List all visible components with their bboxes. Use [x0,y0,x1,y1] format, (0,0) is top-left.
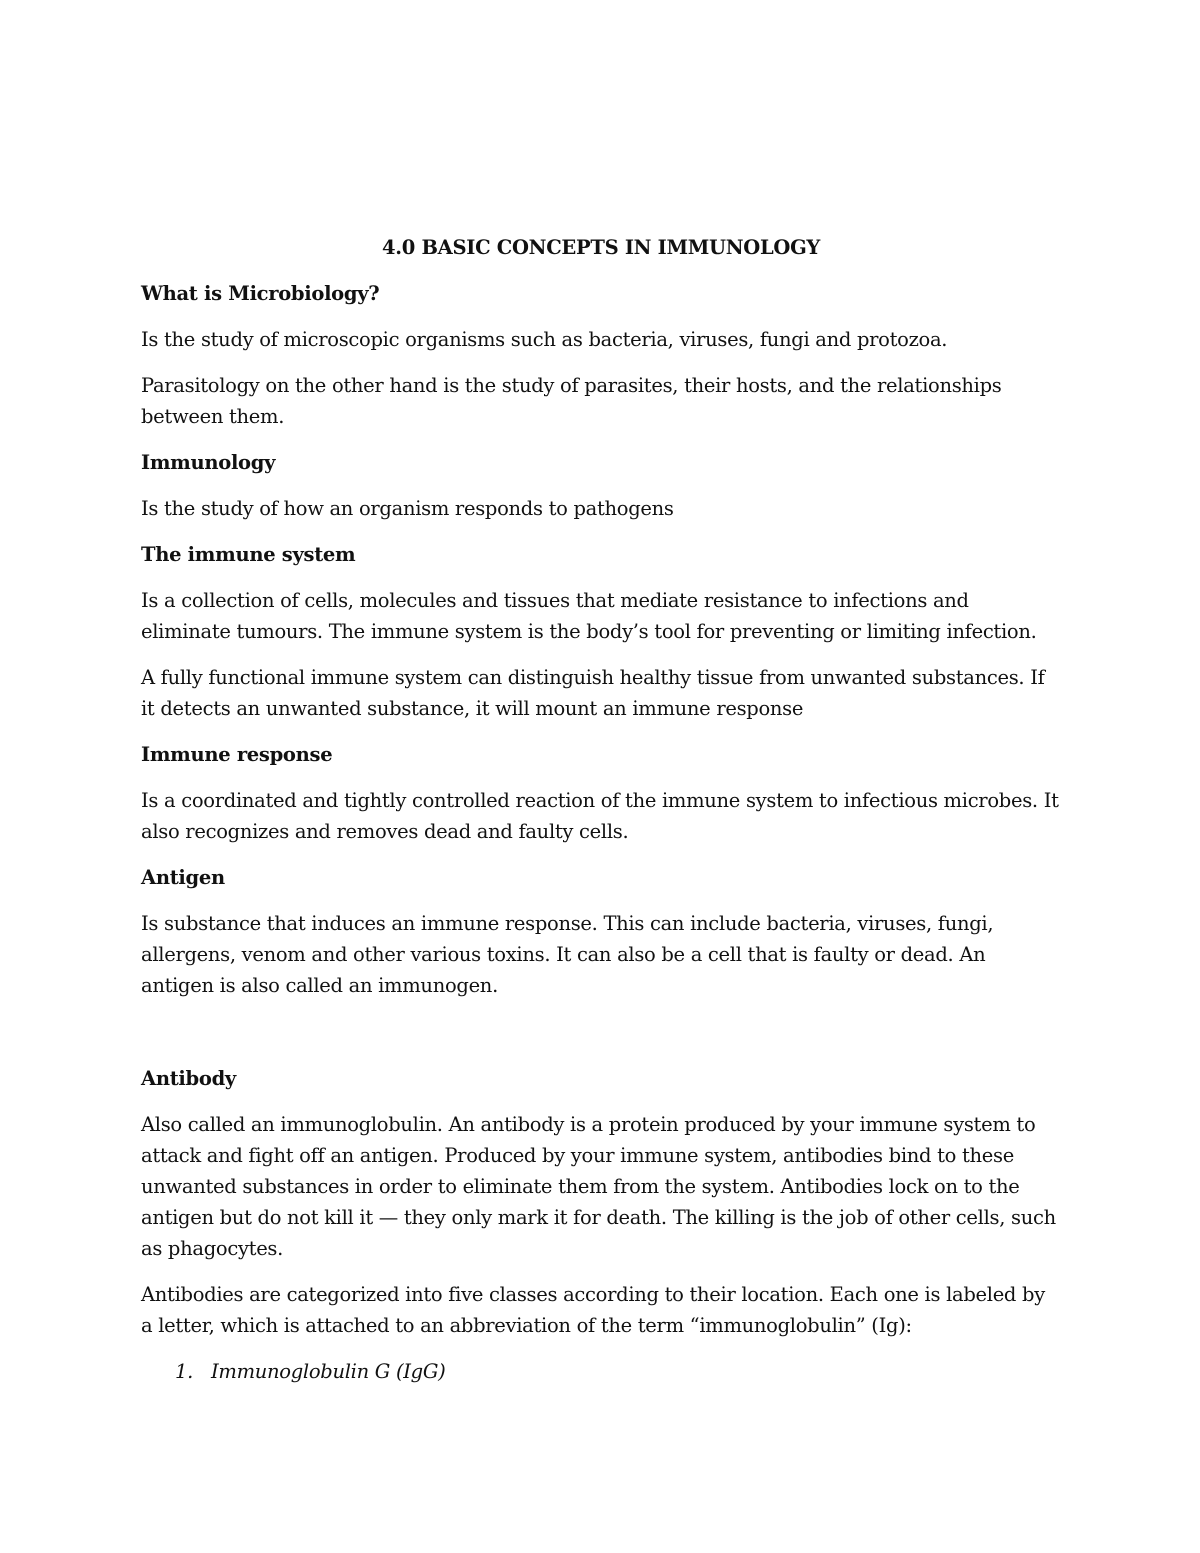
paragraph-immune-system-definition: Is a collection of cells, molecules and tissues that mediate resistance to infections and eliminate tumours. The immune system is the body’s tool for preventing or limiting infection. [141,589,1037,643]
heading-microbiology: What is Microbiology? [141,282,380,305]
list-item-number: 1. [175,1360,194,1383]
heading-immune-response: Immune response [141,743,333,766]
list-item-text: Immunoglobulin G (IgG) [211,1360,446,1383]
blank-line [141,1016,1061,1063]
heading-antigen: Antigen [141,866,225,889]
list-item [141,1356,1061,1387]
paragraph-parasitology: Parasitology on the other hand is the study of parasites, their hosts, and the relationships between them. [141,374,1002,428]
antibody-class-list [141,1356,1061,1387]
heading-immune-system: The immune system [141,543,356,566]
paragraph-immune-system-function: A fully functional immune system can distinguish healthy tissue from unwanted substances. If it detects an unwanted substance, it will mount an immune response [141,666,1045,720]
paragraph-immunology-definition: Is the study of how an organism responds to pathogens [141,497,674,520]
heading-antibody: Antibody [141,1067,236,1090]
paragraph-immune-response-definition: Is a coordinated and tightly controlled reaction of the immune system to infectious microbes. It also recognizes and removes dead and faulty cells. [141,789,1059,843]
document-body [141,232,1061,1387]
paragraph-microbiology-definition: Is the study of microscopic organisms such as bacteria, viruses, fungi and protozoa. [141,328,948,351]
heading-immunology: Immunology [141,451,276,474]
paragraph-antibody-definition: Also called an immunoglobulin. An antibody is a protein produced by your immune system to attack and fight off an antigen. Produced by your immune system, antibodies bind to these unwanted substances in order to eliminate them from the system. Antibodies lock on to the antigen but do not kill it — they only mark it for death. The killing is the job of other cells, such as phagocytes. [141,1113,1056,1260]
paragraph-antigen-definition: Is substance that induces an immune response. This can include bacteria, viruses, fungi, allergens, venom and other various toxins. It can also be a cell that is faulty or dead. An antigen is also called an immunogen. [141,912,994,997]
paragraph-antibody-classes: Antibodies are categorized into five classes according to their location. Each one is labeled by a letter, which is attached to an abbreviation of the term “immunoglobulin” (Ig): [141,1283,1045,1337]
document-title: 4.0 BASIC CONCEPTS IN IMMUNOLOGY [381,236,821,259]
